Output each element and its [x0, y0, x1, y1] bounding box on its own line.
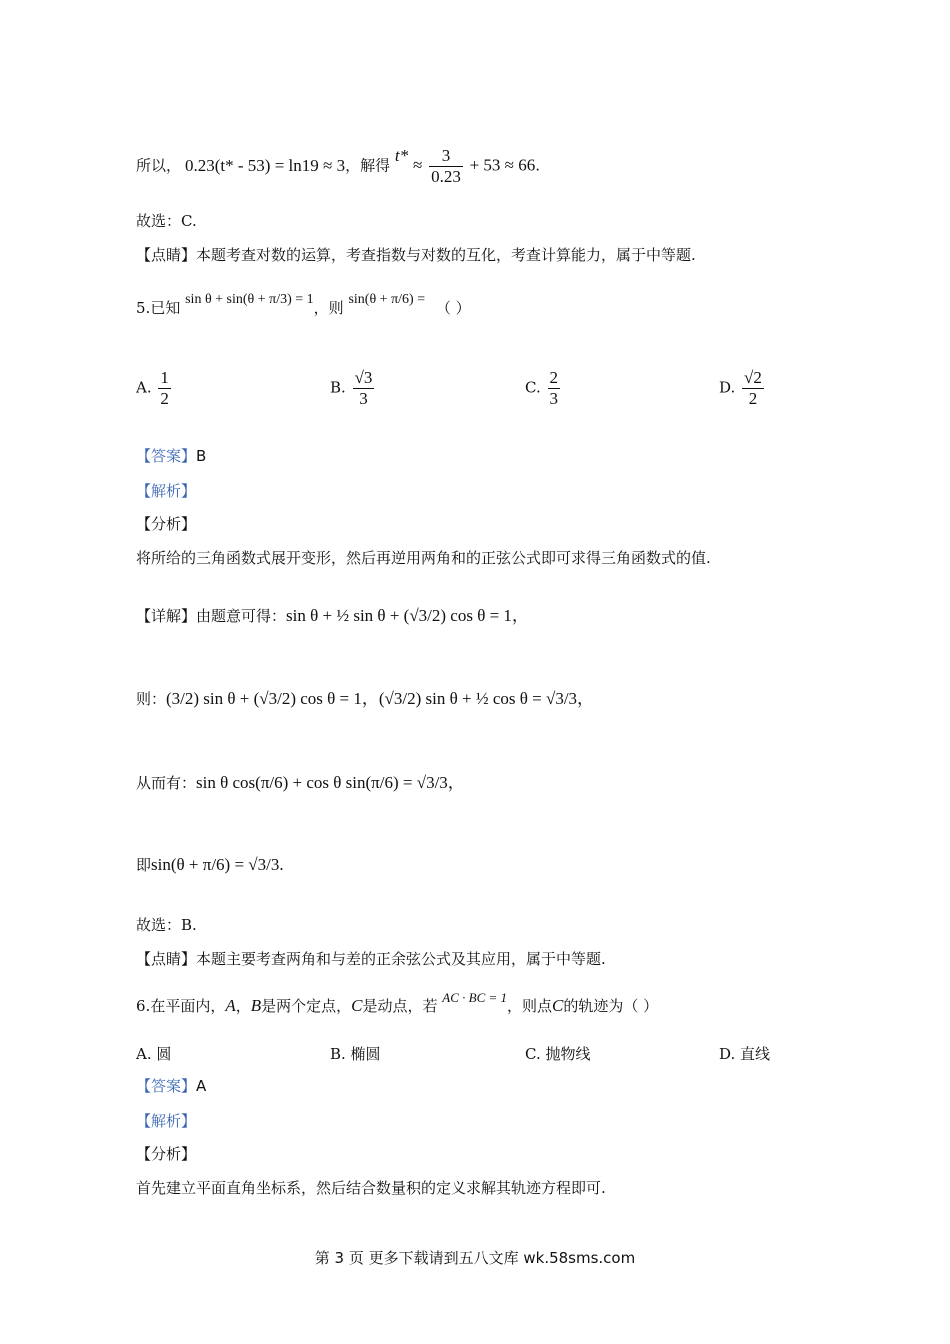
detail-eq-1: sin θ + ½ sin θ + (√3/2) cos θ = 1， — [286, 606, 529, 625]
q6-option-a: A. 圆 — [136, 1045, 172, 1063]
fraction-1-2: $\frac{1}{2}$ — [160, 368, 169, 408]
jiexi-5: 【解析】 — [136, 482, 197, 500]
answer-value: B — [196, 447, 207, 465]
fenxi-6-text: 首先建立平面直角坐标系，然后结合数量积的定义求解其轨迹方程即可. — [136, 1179, 606, 1197]
q5-ask: sin(θ + π/6) = — [348, 292, 426, 307]
answer-5 — [136, 446, 206, 466]
q5-condition: sin θ + sin(θ + π/3) = 1 — [185, 292, 314, 307]
fraction-3-over-023: $\frac{3}{0.23}$ — [431, 146, 461, 186]
text-mid: ，解得 — [345, 156, 391, 175]
step-4: 即sin(θ + π/6) = √3/3. — [136, 855, 284, 874]
q6-option-b: B. 椭圆 — [330, 1045, 381, 1063]
answer-tag: 【答案】 — [136, 1077, 197, 1095]
answer-6 — [136, 1076, 206, 1096]
question-5: 5.已知 sin θ + sin(θ + π/3) = 1，则 sin(θ + π/6) = （ ） — [136, 292, 471, 317]
fraction-2-3: $\frac{2}{3}$ — [549, 368, 558, 408]
step-3: 从而有：sin θ cos(π/6) + cos θ sin(π/6) = √3/3， — [136, 773, 465, 792]
jiexi-6: 【解析】 — [136, 1112, 197, 1130]
answer-tag: 【答案】 — [136, 447, 197, 465]
q6-option-d: D. 直线 — [719, 1045, 771, 1063]
fenxi-5: 【分析】 — [136, 515, 197, 533]
option-d: D. $\frac{√2}{2}$ — [719, 368, 762, 408]
detail-eq-4: sin(θ + π/6) = √3/3. — [151, 855, 284, 874]
fenxi-5-text: 将所给的三角函数式展开变形，然后再逆用两角和的正弦公式即可求得三角函数式的值. — [136, 549, 711, 567]
detail-eq-2: (3/2) sin θ + (√3/2) cos θ = 1，(√3/2) sin θ + ½ cos θ = √3/3， — [166, 689, 595, 708]
log-equation: 0.23(t* - 53) = ln19 ≈ 3 — [185, 155, 346, 175]
text-prefix: 所以， — [136, 156, 182, 175]
answer-paren: （ ） — [435, 299, 471, 317]
q6-condition: AC · BC = 1 — [442, 990, 508, 1005]
point-note-5: 【点睛】本题主要考查两角和与差的正余弦公式及其应用，属于中等题. — [136, 950, 606, 968]
option-a: A. $\frac{1}{2}$ — [136, 368, 169, 408]
q6-option-c: C. 抛物线 — [525, 1045, 591, 1063]
answer-value: A — [196, 1077, 207, 1095]
question-number: 6. — [136, 997, 151, 1015]
result-66: + 53 ≈ 66 — [469, 155, 536, 175]
step-2: 则：(3/2) sin θ + (√3/2) cos θ = 1，(√3/2) sin θ + ½ cos θ = √3/3， — [136, 689, 595, 708]
question-number: 5. — [136, 299, 151, 317]
fraction-sqrt2-2: $\frac{√2}{2}$ — [744, 368, 762, 408]
point-note-1: 【点睛】本题考查对数的运算，考查指数与对数的互化，考查计算能力，属于中等题. — [136, 246, 696, 264]
t-star: t* — [394, 145, 409, 165]
approx-sign: ≈ — [412, 155, 423, 175]
page-footer: 第 3 页 更多下载请到五八文库 wk.58sms.com — [314, 1249, 636, 1267]
option-c: C. $\frac{2}{3}$ — [525, 368, 558, 408]
question-6: 6.在平面内，A，B是两个定点，C是动点，若 AC · BC = 1，则点C的轨迹为（ ） — [136, 990, 659, 1015]
choose-c: 故选：C. — [136, 212, 197, 230]
fraction-sqrt3-3: $\frac{√3}{3}$ — [354, 368, 373, 408]
choose-b: 故选：B. — [136, 916, 197, 934]
detail-eq-3: sin θ cos(π/6) + cos θ sin(π/6) = √3/3， — [196, 773, 465, 792]
fenxi-6: 【分析】 — [136, 1145, 197, 1163]
solution-line-1: 所以， 0.23(t* - 53) = ln19 ≈ 3，解得 t* ≈ $\frac{3}{0.23}$ + 53 ≈ 66. — [136, 145, 541, 186]
option-b: B. $\frac{√3}{3}$ — [330, 368, 373, 408]
detail-5: 【详解】由题意可得：sin θ + ½ sin θ + (√3/2) cos θ = 1， — [136, 606, 529, 625]
